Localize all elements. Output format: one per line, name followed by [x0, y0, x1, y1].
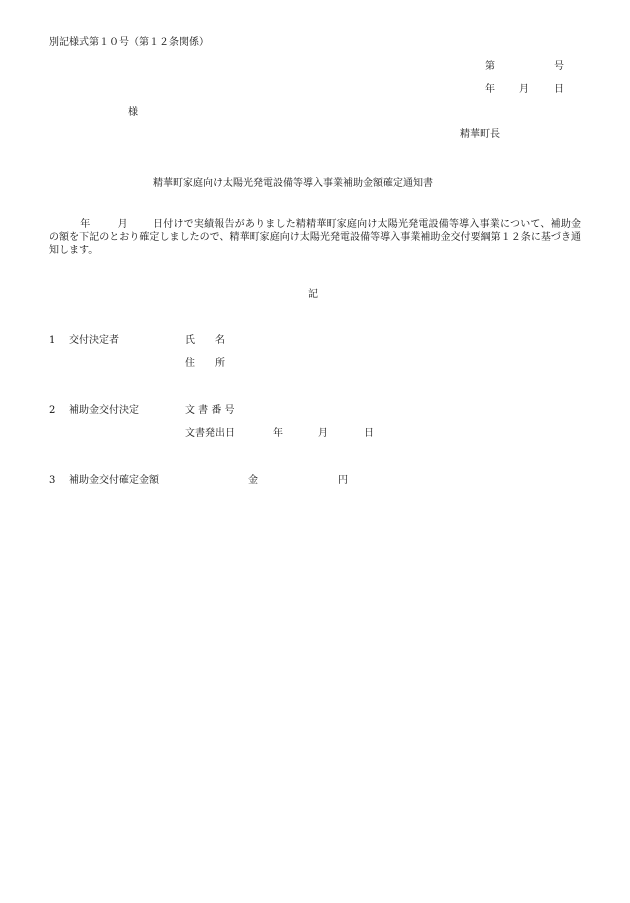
ki-heading: 記: [308, 289, 318, 300]
doc-number-suffix: 号: [554, 61, 564, 72]
date-year: 年: [485, 84, 495, 95]
item-2-day: 日: [364, 428, 374, 439]
item-2-year: 年: [273, 428, 283, 439]
item-1-name-field: 氏 名: [185, 335, 225, 346]
document-title: 精華町家庭向け太陽光発電設備等導入事業補助金額確定通知書: [153, 178, 433, 189]
item-2-month: 月: [318, 428, 328, 439]
item-3-label: 補助金交付確定金額: [69, 475, 159, 486]
item-3-kin: 金: [248, 475, 258, 486]
item-1-label: 交付決定者: [69, 335, 119, 346]
item-3-yen: 円: [338, 475, 348, 486]
item-1-address-field: 住 所: [185, 358, 225, 369]
date-day: 日: [554, 84, 564, 95]
body-month: 月: [117, 219, 128, 230]
date-month: 月: [519, 84, 529, 95]
item-3-number: 3: [49, 475, 56, 486]
issuer: 精華町長: [460, 129, 500, 140]
doc-number-prefix: 第: [485, 61, 495, 72]
form-label: 別記様式第１０号（第１２条関係）: [49, 37, 209, 48]
body-text: 日付けで実績報告がありました精精華町家庭向け太陽光発電設備等導入事業について、補助金の額を下記のとおり確定しましたので、精華町家庭向け太陽光発電設備等導入事業補助金交付要綱第１２条に基づき通知します。: [49, 219, 582, 256]
body-paragraph: [49, 218, 581, 257]
item-2-issue-date-field: 文書発出日: [185, 428, 235, 439]
item-2-number: 2: [49, 405, 56, 416]
recipient-suffix: 様: [128, 107, 138, 118]
item-2-label: 補助金交付決定: [69, 405, 139, 416]
item-1-number: 1: [49, 335, 56, 346]
body-year: 年: [80, 219, 91, 230]
item-2-doc-number-field: 文 書 番 号: [185, 405, 235, 416]
